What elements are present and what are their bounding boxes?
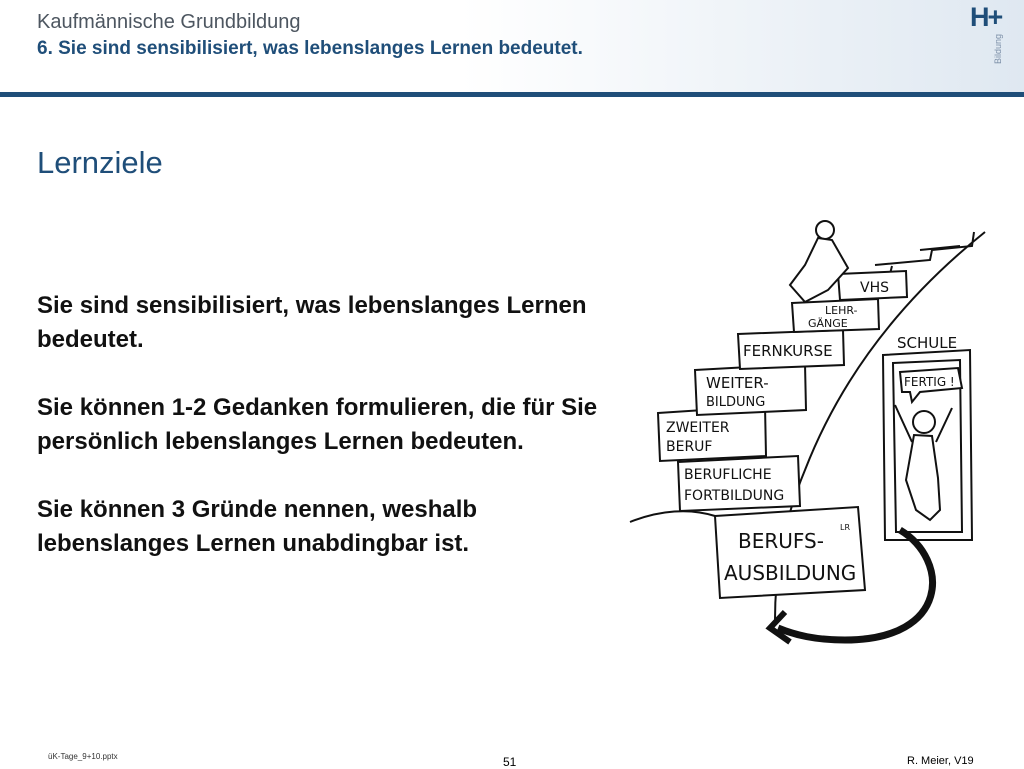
step-label: WEITER- (706, 374, 769, 392)
course-title: Kaufmännische Grundbildung (37, 11, 301, 33)
graduate-figure (913, 411, 935, 433)
step-label: BERUFS- (738, 529, 824, 553)
artist-signature: LR (840, 523, 851, 532)
goal-item: Sie sind sensibilisiert, was lebenslanges Lernen bedeutet. (37, 292, 587, 353)
page-number: 51 (503, 755, 517, 769)
logo-subtitle: Bildung (993, 33, 1003, 64)
step-label: AUSBILDUNG (724, 561, 857, 585)
speech-text: FERTIG ! (904, 375, 955, 389)
upper-steps (845, 232, 974, 278)
step-label: VHS (860, 280, 889, 296)
page-title: Lernziele (37, 145, 163, 180)
step-label: LEHR- (825, 304, 858, 317)
goal-item: Sie können 3 Gründe nennen, weshalb lebenslanges Lernen unabdingbar ist. (37, 496, 478, 557)
header-divider (0, 92, 1024, 97)
step-label: BILDUNG (706, 395, 766, 410)
lifelong-learning-cartoon (600, 210, 1024, 660)
objective-subtitle: 6. Sie sind sensibilisiert, was lebenslanges Lernen bedeutet. (37, 38, 583, 59)
footer-filename: üK-Tage_9+10.pptx (48, 752, 118, 761)
step-label: GÄNGE (808, 317, 848, 330)
door-label: SCHULE (897, 334, 958, 352)
floor-line (630, 511, 715, 522)
slide-header (0, 0, 1024, 92)
step-label: BERUF (666, 439, 713, 455)
climber-figure (816, 221, 834, 239)
step-label: ZWEITER (666, 420, 730, 436)
goal-item: Sie können 1-2 Gedanken formulieren, die für Sie persönlich lebenslanges Lernen bedeuten. (37, 394, 598, 455)
logo: H+ (970, 2, 1002, 32)
goal-list (37, 289, 627, 595)
footer-author: R. Meier, V19 (907, 755, 974, 767)
step-label: BERUFLICHE (684, 467, 772, 483)
step-label: FERNKURSE (743, 342, 833, 360)
step-label: FORTBILDUNG (684, 488, 785, 504)
